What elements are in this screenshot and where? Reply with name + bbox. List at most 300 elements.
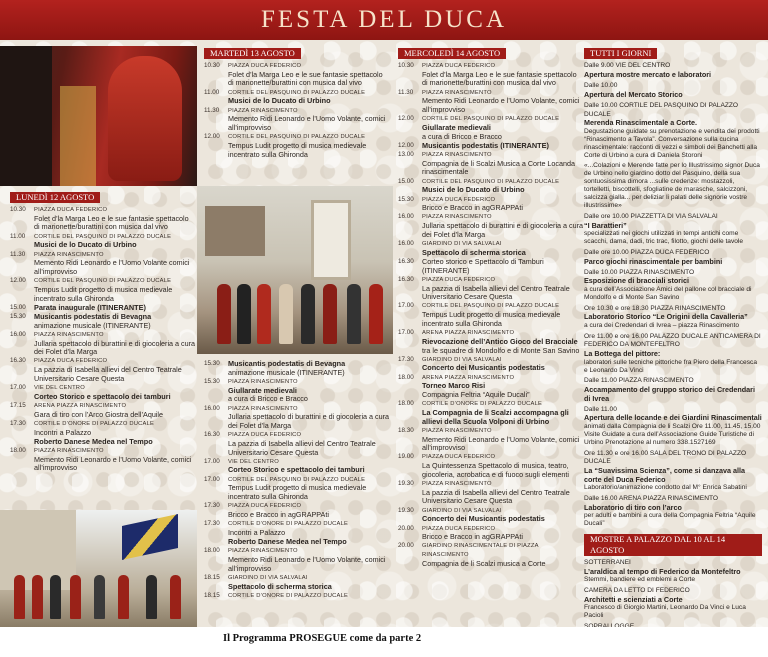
- event-item: [398, 142, 584, 151]
- event-item: [10, 277, 196, 303]
- event-body: [228, 378, 390, 404]
- event-body: [228, 592, 390, 601]
- event-body: [422, 196, 584, 213]
- event-time: 10.30: [398, 62, 414, 69]
- entry-description: Stemmi, bandiere ed emblemi a Corte: [584, 576, 696, 584]
- event-time: 17.00: [10, 384, 26, 392]
- event-description: La pazzia di Isabella allievi del Centro Teatrale Universitario Cesare Questa: [422, 283, 570, 302]
- event-time: 17.30: [204, 520, 220, 528]
- entry-title: L’araldica al tempo di Federico da Montefeltro: [584, 566, 741, 576]
- event-body: [422, 356, 584, 373]
- schedule-entry: [584, 213, 762, 246]
- event-item: [204, 107, 390, 133]
- event-time: [10, 438, 34, 447]
- event-item: [204, 89, 390, 106]
- entry-when-where: Dalle 10.00 PIAZZA RINASCIMENTO: [584, 268, 695, 276]
- tuesday-schedule-afternoon: [204, 360, 390, 601]
- event-venue: PIAZZA RINASCIMENTO: [34, 331, 104, 338]
- event-venue: PIAZZA RINASCIMENTO: [422, 481, 492, 488]
- every-day-events: [584, 62, 762, 528]
- wednesday-header: MERCOLEDÌ 14 AGOSTO: [398, 48, 506, 59]
- event-body: [422, 62, 584, 88]
- schedule-entry: [584, 102, 762, 160]
- event-venue: PIAZZA RINASCIMENTO: [228, 378, 298, 385]
- event-time: [204, 538, 228, 547]
- event-item: [398, 115, 584, 141]
- entry-description: Francesco di Giorgio Martini, Leonardo Da Vinci e Luca Pacioli: [584, 604, 746, 620]
- event-time: 17.00: [204, 475, 220, 483]
- event-venue: CORTILE D’ONORE DI PALAZZO DUCALE: [228, 592, 349, 599]
- wednesday-events: [398, 62, 584, 569]
- monday-schedule: [10, 192, 196, 474]
- tuesday-events-afternoon: [204, 360, 390, 600]
- event-item: [204, 538, 390, 547]
- event-venue: PIAZZA DUCA FEDERICO: [422, 454, 496, 461]
- event-description: Incontri a Palazzo: [34, 427, 92, 437]
- event-description: Compagnia de li Scalzi musica a Corte: [422, 558, 546, 568]
- entry-description: animati dalla Compagnia de li Scalzi Ore 11.00, 11.45, 15.00 Visite Guidate a cura dell’Associazione Guide Turistiche di Urbino Prenotazione al numero 338.1527169: [584, 423, 761, 447]
- event-title: Roberto Danese Medea nel Tempo: [228, 537, 347, 547]
- event-time: 12.00: [204, 133, 220, 141]
- event-item: [398, 542, 584, 568]
- event-body: [422, 142, 584, 151]
- event-time: 17.00: [398, 329, 414, 337]
- event-item: [398, 178, 584, 195]
- event-venue: PIAZZA RINASCIMENTO: [422, 89, 492, 96]
- event-venue: GIARDINO DI VIA SALVALAI: [228, 574, 308, 581]
- event-item: [10, 402, 196, 419]
- event-item: [204, 547, 390, 573]
- entry-title: Laboratorio di tiro con l’arco: [584, 502, 682, 512]
- event-item: [10, 447, 196, 473]
- event-item: [398, 427, 584, 453]
- event-item: [398, 213, 584, 239]
- event-venue: PIAZZA RINASCIMENTO: [228, 405, 298, 412]
- event-time: 19.30: [398, 480, 414, 488]
- entry-when-where: Ore 11.30 e ore 16.00 SALA DEL TRONO DI PALAZZO DUCALE: [584, 449, 747, 466]
- event-item: [10, 384, 196, 401]
- event-description: Corteo storico e Spettacolo di Tamburi (ITINERANTE): [422, 256, 544, 275]
- event-body: [34, 438, 196, 447]
- poster-title: FESTA DEL DUCA: [260, 6, 508, 33]
- event-item: [398, 258, 584, 275]
- event-body: [228, 574, 390, 591]
- event-title: Musicantis podestatis di Bevagna: [228, 359, 346, 368]
- event-time: 17.30: [204, 502, 220, 510]
- event-body: [34, 384, 196, 401]
- schedule-entry: [584, 377, 762, 403]
- event-time: 16.00: [204, 404, 220, 412]
- event-body: [422, 151, 584, 177]
- event-title: Spettacolo di scherma storica: [228, 581, 332, 591]
- entry-when-where: SOPRALLOGGE: [584, 622, 635, 627]
- event-title: Torneo Marco Risi: [422, 381, 486, 391]
- event-venue: PIAZZA RINASCIMENTO: [228, 107, 298, 114]
- schedule-entry: [584, 269, 762, 302]
- event-description: Memento Ridi Leonardo e l’Uomo Volante, comici all’improvviso: [228, 554, 386, 573]
- event-description: Folet d’la Marga Leo e le sue fantasie spettacolo di marionette/burattini con musica dal vivo: [228, 69, 383, 88]
- event-item: [398, 374, 584, 400]
- entry-when-where: Dalle 10.00 CORTILE DEL PASQUINO DI PALAZZO DUCALE: [584, 101, 739, 118]
- event-description: Folet d’la Marga Leo e le sue fantasie spettacolo di marionette/burattini con musica dal vivo: [422, 69, 577, 88]
- event-item: [10, 331, 196, 357]
- schedule-entry: [584, 62, 762, 79]
- monday-header: LUNEDÌ 12 AGOSTO: [10, 192, 100, 203]
- schedule-entry: [584, 406, 762, 447]
- entry-description: a cura dei Credendari di Ivrea – piazza Rinascimento: [584, 322, 740, 330]
- event-body: [422, 453, 584, 479]
- event-title: Concerto dei Musicantis podestatis: [422, 514, 545, 524]
- event-description: a cura di Bricco e Bracco: [228, 394, 308, 404]
- event-body: [422, 400, 584, 426]
- event-item: [10, 357, 196, 383]
- schedule-entry: [584, 495, 762, 528]
- event-body: [422, 427, 584, 453]
- monday-events: [10, 206, 196, 473]
- event-venue: CORTILE DEL PASQUINO DI PALAZZO DUCALE: [422, 178, 560, 185]
- event-item: [10, 420, 196, 437]
- entry-description: per adulti e bambini a cura della Compagnia Feltria “Aquile Ducali”: [584, 512, 756, 528]
- event-title: Musici de lo Ducato di Urbino: [422, 185, 525, 195]
- entry-title: La Bottega del pittore:: [584, 348, 661, 358]
- event-description: Bricco e Bracco in agGRAPPAti: [422, 203, 523, 213]
- schedule-entry: [584, 162, 762, 210]
- event-title: Rievocazione dell’Antico Gioco del Bracciale: [422, 336, 578, 346]
- event-item: [398, 453, 584, 479]
- event-body: [422, 480, 584, 506]
- event-venue: PIAZZA DUCA FEDERICO: [422, 196, 496, 203]
- event-title: Musicantis podestatis (ITINERANTE): [422, 140, 549, 150]
- event-description: La pazzia di Isabella allievi del Centro Teatrale Universitario Cesare Questa: [228, 438, 376, 457]
- event-time: 17.00: [398, 302, 414, 310]
- event-item: [398, 62, 584, 88]
- event-item: [398, 276, 584, 302]
- event-body: [228, 89, 390, 106]
- event-time: 17.15: [10, 401, 26, 409]
- event-venue: PIAZZA DUCA FEDERICO: [228, 63, 302, 69]
- event-venue: PIAZZA RINASCIMENTO: [34, 447, 104, 454]
- event-title: Giullarate medievali: [228, 385, 297, 395]
- event-time: 10.30: [204, 62, 220, 69]
- event-venue: PIAZZA RINASCIMENTO: [228, 548, 298, 555]
- event-venue: PIAZZA DUCA FEDERICO: [34, 207, 108, 213]
- event-description: Bricco e Bracco in agGRAPPAti: [228, 509, 329, 519]
- event-description: Tempus Ludit progetto di musica medievale incentrato sulla Ghironda: [228, 140, 367, 159]
- poster-banner: [0, 0, 768, 40]
- event-body: [228, 520, 390, 537]
- event-time: 18.00: [398, 400, 414, 408]
- event-venue: CORTILE DEL PASQUINO DI PALAZZO DUCALE: [34, 233, 172, 240]
- event-venue: CORTILE DEL PASQUINO DI PALAZZO DUCALE: [228, 134, 366, 141]
- event-item: [398, 400, 584, 426]
- event-time: 16.30: [10, 357, 26, 365]
- event-body: [228, 476, 390, 502]
- event-time: 15.30: [10, 312, 26, 320]
- event-venue: GIARDINO RINASCIMENTALE DI PIAZZA RINASCIMENTO: [422, 543, 539, 559]
- event-time: 11.30: [398, 88, 414, 96]
- event-description: Folet d’la Marga Leo e le sue fantasie spettacolo di marionette/burattini con musica dal vivo: [34, 213, 189, 232]
- event-time: 17.00: [204, 457, 220, 465]
- event-item: [10, 206, 196, 232]
- entry-when-where: Dalle 11.00 PIAZZA RINASCIMENTO: [584, 377, 694, 385]
- event-body: [228, 547, 390, 573]
- schedule-entry: [584, 559, 762, 584]
- entry-when-where: Dalle 11.00: [584, 405, 617, 413]
- event-body: [422, 258, 584, 275]
- event-item: [204, 62, 390, 88]
- schedule-entry: [584, 305, 762, 330]
- event-time: 17.30: [398, 355, 414, 363]
- event-description: Jullaria spettacolo di burattini e di giocoleria a cura dei Folet d’la Marga: [228, 412, 390, 430]
- event-body: [228, 458, 390, 475]
- event-item: [204, 360, 390, 377]
- entry-when-where: Ore 10.30 e ore 18.30 PIAZZA RINASCIMENTO: [584, 304, 726, 312]
- event-body: [422, 213, 584, 239]
- event-time: 10.30: [10, 206, 26, 213]
- event-time: 19.30: [398, 506, 414, 514]
- event-item: [398, 302, 584, 328]
- tuesday-events-morning: [204, 62, 390, 159]
- event-item: [204, 458, 390, 475]
- event-title: Spettacolo di scherma storica: [422, 247, 526, 257]
- event-venue: PIAZZA RINASCIMENTO: [422, 427, 492, 434]
- event-body: [228, 405, 390, 431]
- event-item: [204, 502, 390, 519]
- event-title: Musici de lo Ducato di Urbino: [34, 240, 137, 250]
- event-description: Compagnia de li Scalzi Musica a Corte Locanda rinascimentale: [422, 158, 576, 177]
- event-time: 11.00: [10, 232, 26, 240]
- event-item: [10, 251, 196, 277]
- event-time: 18.15: [204, 573, 220, 581]
- event-body: [228, 538, 390, 547]
- event-time: 12.00: [398, 115, 414, 123]
- event-time: 18.00: [398, 373, 414, 381]
- entry-description: Laboratorio/animazione condotto dal M° Enrica Sabatini: [584, 484, 747, 492]
- event-venue: PIAZZA DUCA FEDERICO: [422, 276, 496, 283]
- exhibits-header: MOSTRE A PALAZZO DAL 10 AL 14 AGOSTO: [584, 534, 762, 556]
- event-time: 15.00: [398, 177, 414, 185]
- event-item: [204, 378, 390, 404]
- event-title: Giullarate medievali: [422, 122, 491, 132]
- event-item: [398, 329, 584, 355]
- schedule-entry: [584, 587, 762, 620]
- entry-when-where: SOTTERRANEI: [584, 558, 631, 566]
- event-title: Musici de lo Ducato di Urbino: [228, 96, 331, 106]
- event-venue: VIE DEL CENTRO: [34, 385, 85, 392]
- event-title: Corteo Storico e spettacolo dei tamburi: [228, 465, 365, 475]
- event-description: Compagnia Feltria “Aquile Ducali”: [422, 390, 530, 400]
- event-venue: GIARDINO DI VIA SALVALAI: [422, 241, 502, 248]
- entry-title: Merenda Rinascimentale a Corte.: [584, 118, 698, 128]
- event-time: 12.00: [398, 141, 414, 149]
- event-item: [204, 574, 390, 591]
- event-venue: PIAZZA DUCA FEDERICO: [422, 63, 496, 69]
- event-time: 19.00: [398, 453, 414, 461]
- event-item: [10, 313, 196, 330]
- event-body: [34, 402, 196, 419]
- event-time: 18.00: [10, 446, 26, 454]
- schedule-entry: [584, 333, 762, 375]
- entry-description: laboratori sulle tecniche pittoriche fra Piero della Francesca e Leonardo Da Vinci: [584, 358, 757, 374]
- schedule-entry: [584, 249, 762, 266]
- event-time: 16.00: [10, 330, 26, 338]
- parade-photo: [0, 510, 197, 627]
- costume-photo: [0, 46, 197, 186]
- event-venue: GIARDINO DI VIA SALVALAI: [422, 507, 502, 514]
- event-item: [204, 520, 390, 537]
- event-time: 18.15: [204, 591, 220, 599]
- event-venue: PIAZZA DUCA FEDERICO: [228, 503, 302, 510]
- event-time: 15.00: [10, 303, 26, 311]
- event-time: 15.30: [204, 377, 220, 385]
- event-item: [398, 525, 584, 542]
- event-body: [422, 374, 584, 400]
- entry-when-where: Dalle 10.00: [584, 81, 618, 89]
- event-time: 16.00: [398, 213, 414, 221]
- event-venue: CORTILE D’ONORE DI PALAZZO DUCALE: [422, 401, 543, 408]
- tuesday-header: MARTEDÌ 13 AGOSTO: [204, 48, 301, 59]
- event-venue: GIARDINO DI VIA SALVALAI: [422, 356, 502, 363]
- entry-title: Apertura delle locande e dei Giardini Rinascimentali: [584, 413, 762, 423]
- event-item: [398, 356, 584, 373]
- event-venue: CORTILE DEL PASQUINO DI PALAZZO DUCALE: [422, 303, 560, 310]
- event-body: [422, 507, 584, 524]
- event-venue: ARENA PIAZZA RINASCIMENTO: [422, 374, 515, 381]
- event-venue: ARENA PIAZZA RINASCIMENTO: [422, 330, 515, 337]
- event-description: La Quintessenza Spettacolo di musica, teatro, giocoleria, acrobatica e di fuoco sugli elementi: [422, 461, 570, 479]
- event-body: [422, 178, 584, 195]
- event-description: Bricco e Bracco in agGRAPPAti: [422, 532, 523, 542]
- event-body: [34, 447, 196, 473]
- entry-title: Apertura mostre mercato e laboratori: [584, 69, 712, 79]
- event-venue: PIAZZA DUCA FEDERICO: [422, 525, 496, 532]
- event-title: Roberto Danese Medea nel Tempo: [34, 436, 153, 446]
- event-time: 18.30: [398, 426, 414, 434]
- event-venue: ARENA PIAZZA RINASCIMENTO: [34, 402, 127, 409]
- event-venue: CORTILE DEL PASQUINO DI PALAZZO DUCALE: [422, 116, 560, 123]
- entry-when-where: Dalle ore 10.00 PIAZZETTA DI VIA SALVALAI: [584, 212, 718, 220]
- entry-when-where: Dalle ore 10.00 PIAZZA DUCA FEDERICO: [584, 248, 710, 256]
- event-item: [204, 431, 390, 457]
- event-body: [422, 329, 584, 355]
- event-description: Memento Ridi Leonardo e l’Uomo Volante, comici all’improvviso: [422, 96, 580, 115]
- tuesday-schedule-morning: [204, 48, 390, 160]
- event-venue: PIAZZA RINASCIMENTO: [422, 214, 492, 221]
- event-title: Concerto dei Musicantis podestatis: [422, 363, 545, 373]
- event-description: animazione musicale (ITINERANTE): [228, 367, 345, 377]
- event-description: Memento Ridi Leonardo e l’Uomo Volante comici all’improvviso: [34, 258, 190, 276]
- event-body: [422, 525, 584, 542]
- event-body: [34, 251, 196, 277]
- event-body: [228, 431, 390, 457]
- event-description: Jullaria spettacolo di burattini e di giocoleria a cura dei Folet d’la Marga: [34, 338, 196, 357]
- every-day-header: TUTTI I GIORNI: [584, 48, 657, 59]
- every-day-schedule: [584, 48, 762, 627]
- event-body: [228, 133, 390, 159]
- entry-description: Degustazione guidate su prenotazione e vendita dei prodotti “Rinascimento a Tavola”. Conversazione sulla cucina rinascimentale: racconti di vezzi e simboli dei Banchetti alla Corte di Urbino a cura di Daniela Storoni: [584, 127, 760, 159]
- event-description: Memento Ridi Leonardo e l’Uomo Volante, comici all’improvviso: [422, 434, 580, 453]
- entry-description: a cura dell’Associazione Amici del pallone col bracciale di Mondolfo e di Monte San Savino: [584, 286, 752, 302]
- event-time: 16.30: [398, 275, 414, 283]
- event-venue: CORTILE DEL PASQUINO DI PALAZZO DUCALE: [228, 476, 366, 483]
- event-body: [228, 107, 390, 133]
- event-venue: PIAZZA RINASCIMENTO: [422, 152, 492, 159]
- event-description: Gara di tiro con l’Arco Giostra dell’Aquile: [34, 409, 164, 419]
- exhibits-list: [584, 559, 762, 627]
- event-body: [34, 233, 196, 250]
- event-time: 20.00: [398, 524, 414, 532]
- event-item: [10, 233, 196, 250]
- event-body: [228, 502, 390, 519]
- event-description: Tempus Ludit progetto di musica medievale incentrato sulla Ghironda: [422, 310, 561, 328]
- entry-when-where: CAMERA DA LETTO DI FEDERICO: [584, 586, 690, 594]
- entry-when-where: Ore 11.00 e ore 16.00 PALAZZO DUCALE ANTICAMERA DI FEDERICO DA MONTEFELTRO: [584, 332, 761, 349]
- event-body: [422, 240, 584, 257]
- entry-title: Apertura del Mercato Storico: [584, 89, 683, 99]
- event-title: Parata inaugurale (ITINERANTE): [34, 302, 146, 312]
- event-description: tra le squadre di Mondolfo e di Monte San Savino: [422, 345, 580, 355]
- event-description: Tempus Ludit progetto di musica medievale incentrato sulla Ghironda: [34, 284, 173, 303]
- event-item: [398, 196, 584, 213]
- event-body: [228, 62, 390, 88]
- event-venue: CORTILE D’ONORE DI PALAZZO DUCALE: [228, 521, 349, 528]
- event-item: [204, 133, 390, 159]
- event-time: 16.00: [398, 240, 414, 248]
- event-item: [398, 89, 584, 115]
- event-body: [34, 357, 196, 383]
- event-time: 17.30: [10, 419, 26, 427]
- event-description: Tempus Ludit progetto di musica medievale incentrato sulla Ghironda: [228, 483, 367, 502]
- event-title: La Compagnia de li Scalzi accompagna gli allievi della Scuola Volponi di Urbino: [422, 407, 569, 426]
- event-item: [204, 592, 390, 601]
- event-description: Memento Ridi Leonardo e l’Uomo Volante, comici all’improvviso: [34, 454, 192, 473]
- entry-title: Laboratorio Storico “Le Origini della Cavalleria”: [584, 312, 748, 322]
- event-description: Memento Ridi Leonardo e l’Uomo Volante, comici all’improvviso: [228, 114, 386, 132]
- event-item: [204, 476, 390, 502]
- event-time: 18.00: [204, 547, 220, 555]
- event-time: 11.30: [10, 250, 26, 258]
- event-item: [398, 151, 584, 177]
- entry-title: La “Suavissima Scienza”, come si danzava alla corte del Duca Federico: [584, 466, 745, 484]
- event-body: [228, 360, 390, 377]
- event-description: a cura di Bricco e Bracco: [422, 131, 502, 141]
- event-title: Corteo Storico e spettacolo dei tamburi: [34, 391, 171, 401]
- event-venue: VIE DEL CENTRO: [228, 458, 279, 465]
- event-item: [10, 438, 196, 447]
- event-body: [34, 420, 196, 437]
- event-description: Incontri a Palazzo: [228, 527, 286, 537]
- event-item: [204, 405, 390, 431]
- event-venue: PIAZZA DUCA FEDERICO: [228, 432, 302, 439]
- event-body: [422, 302, 584, 328]
- entry-when-where: Dalle 9.00 VIE DEL CENTRO: [584, 62, 671, 69]
- event-body: [34, 206, 196, 232]
- event-description: Jullaria spettacolo di burattini e di giocoleria a cura dei Folet d’la Marga: [422, 221, 584, 239]
- footer: [0, 627, 768, 657]
- program-poster: [0, 40, 768, 627]
- event-venue: CORTILE DEL PASQUINO DI PALAZZO DUCALE: [228, 89, 366, 96]
- event-venue: PIAZZA DUCA FEDERICO: [34, 358, 108, 365]
- entry-description: «...Colazioni e Merende fatte per lo Illustrissimo signor Duca de Urbino nello giardino dotto del Pasquino, della sua sontuosissima dimora ...sulle credenze: mostazzoli, tortelletti, biscottelli, sfogliatine de marasche, salcizzoni, salcizza gialla... per deliziar li palati delle signorie vostre illustrissime»: [584, 162, 760, 210]
- event-time: 15.30: [204, 360, 220, 367]
- event-body: [422, 115, 584, 141]
- event-venue: CORTILE D’ONORE DI PALAZZO DUCALE: [34, 420, 155, 427]
- event-title: Musicantis podestatis di Bevagna: [34, 311, 152, 321]
- event-body: [34, 313, 196, 330]
- event-time: 13.00: [398, 151, 414, 159]
- event-time: 11.30: [204, 106, 220, 114]
- wednesday-schedule: [398, 48, 584, 569]
